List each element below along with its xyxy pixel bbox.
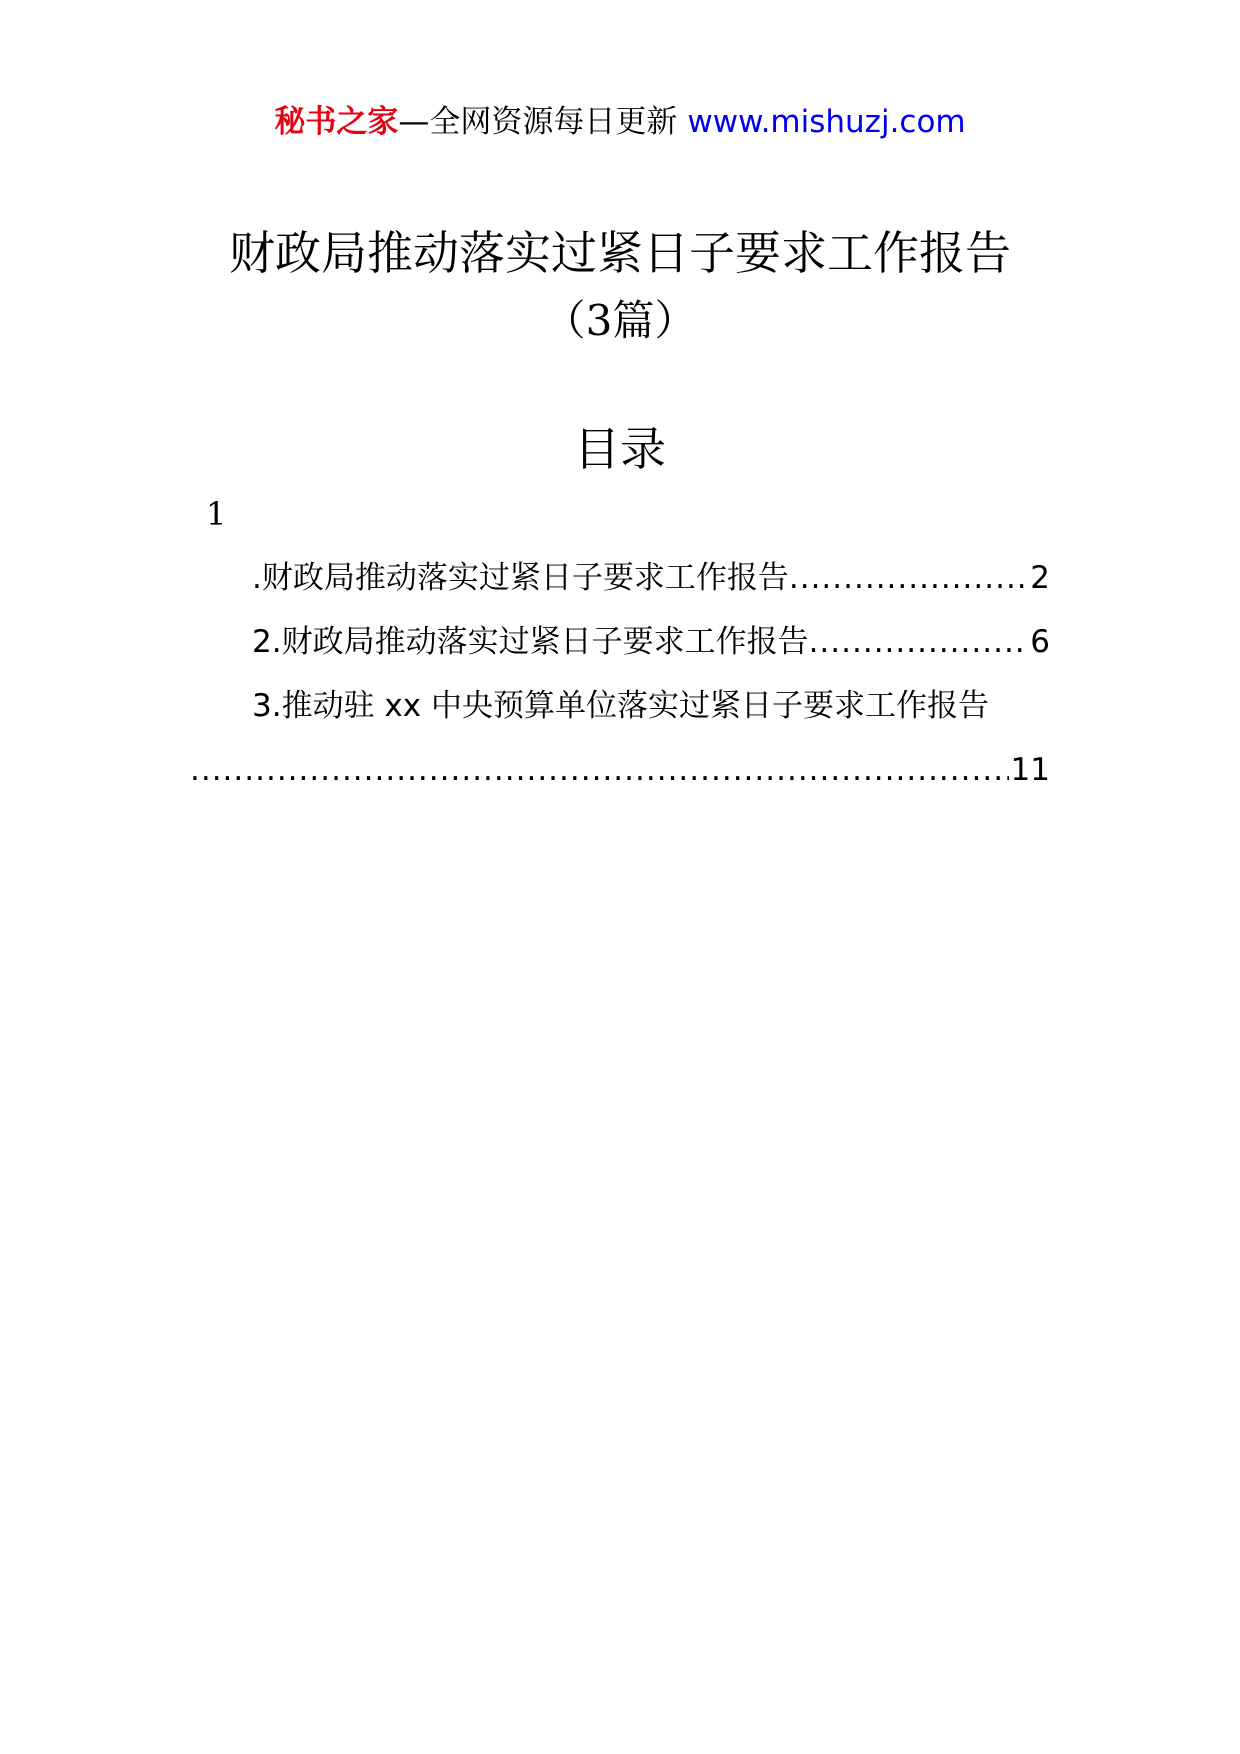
site-header: [0, 100, 1240, 144]
toc-stray-number: 1: [206, 495, 227, 533]
toc-heading: 目录: [574, 422, 666, 476]
subtitle-word: 篇: [612, 296, 655, 345]
site-name: 秘书之家: [274, 104, 399, 140]
toc-entry-1[interactable]: [190, 554, 1050, 602]
toc-dot-leader: [809, 618, 1029, 666]
toc-entry-page: 2: [1030, 560, 1050, 596]
document-subtitle: [0, 292, 1240, 350]
toc-entry-title: 2.财政局推动落实过紧日子要求工作报告: [252, 624, 809, 660]
subtitle-count: 3: [585, 296, 613, 345]
toc-entry-3[interactable]: [190, 746, 1050, 794]
toc-entry-title: .财政局推动落实过紧日子要求工作报告: [252, 560, 789, 596]
toc-dot-leader: [190, 746, 1009, 794]
document-title: 财政局推动落实过紧日子要求工作报告: [229, 226, 1011, 280]
subtitle-open-paren: （: [543, 296, 586, 345]
subtitle-close-paren: ）: [654, 296, 697, 345]
site-tagline: —全网资源每日更新: [398, 104, 678, 140]
toc-entry-2[interactable]: [190, 618, 1050, 666]
toc-entry-3-title[interactable]: 3.推动驻 xx 中央预算单位落实过紧日子要求工作报告: [252, 688, 989, 724]
toc-entry-page: 6: [1030, 624, 1050, 660]
site-url-link[interactable]: www.mishuzj.com: [687, 104, 966, 140]
toc-dot-leader: [789, 554, 1028, 602]
toc-entry-page: 11: [1010, 752, 1050, 788]
